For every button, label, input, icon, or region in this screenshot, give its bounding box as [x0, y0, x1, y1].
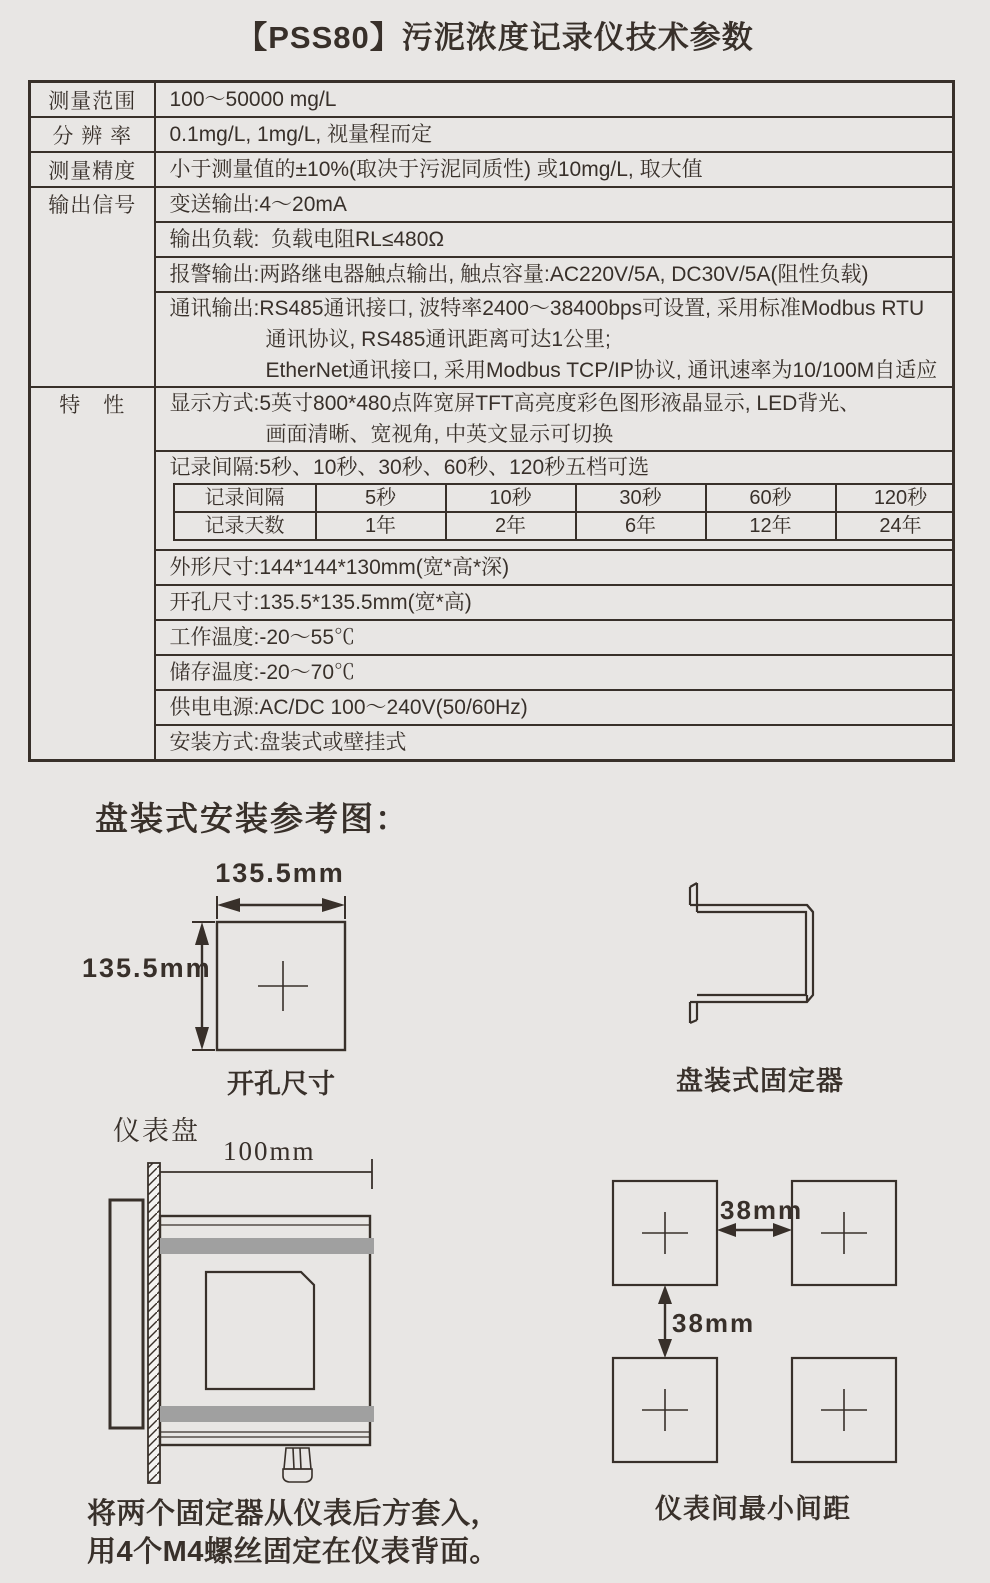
- vertical-spacing-arrow: [658, 1285, 672, 1358]
- spec-table: [28, 80, 955, 762]
- table-row: [30, 690, 954, 725]
- row-value: 外形尺寸:144*144*130mm(宽*高*深): [169, 556, 510, 579]
- table-row: [30, 620, 954, 655]
- record-cell: 记录天数: [174, 512, 316, 540]
- row-value: 报警输出:两路继电器触点输出, 触点容量:AC220V/5A, DC30V/5A(阻性负载): [169, 263, 869, 286]
- cutout-height-label: 135.5mm: [82, 953, 212, 983]
- record-cell: 60秒: [706, 484, 836, 512]
- spacing-caption: 仪表间最小间距: [655, 1494, 851, 1524]
- mount-bracket-bar-bottom: [160, 1406, 374, 1422]
- table-row: [30, 550, 954, 585]
- row-value: 通讯输出:RS485通讯接口, 波特率2400～38400bps可设置, 采用标准Modbus RTU: [169, 297, 925, 320]
- row-value: 0.1mg/L, 1mg/L, 视量程而定: [169, 123, 433, 146]
- depth-dimension-label: 100mm: [223, 1136, 316, 1166]
- record-cell: 6年: [576, 512, 706, 540]
- mount-bracket-bar-top: [160, 1238, 374, 1254]
- row-label-measure-range: 测量范围: [30, 82, 155, 118]
- record-cell: 10秒: [446, 484, 576, 512]
- table-row: [30, 117, 954, 152]
- row-value: 储存温度:-20～70℃: [169, 661, 356, 684]
- record-cell: 1年: [316, 512, 446, 540]
- bracket-diagram: [650, 870, 900, 1095]
- row-value: 小于测量值的±10%(取决于污泥同质性) 或10mg/L, 取大值: [169, 158, 703, 181]
- width-dimension-arrow: [217, 896, 345, 919]
- row-label-features: 特 性: [30, 387, 155, 761]
- row-value: 变送输出:4～20mA: [169, 193, 347, 216]
- height-dimension-arrow: [192, 922, 215, 1050]
- install-section-heading: 盘装式安装参考图：: [95, 800, 410, 837]
- row-value: 通讯协议, RS485通讯距离可达1公里;: [265, 328, 611, 351]
- table-row: [30, 292, 954, 387]
- row-value: 安装方式:盘装式或壁挂式: [169, 731, 407, 754]
- row-value: 输出负载: 负载电阻RL≤480Ω: [169, 228, 445, 251]
- row-label-accuracy: 测量精度: [30, 152, 155, 187]
- row-value: 供电电源:AC/DC 100～240V(50/60Hz): [169, 696, 528, 719]
- horizontal-spacing-label: 38mm: [720, 1195, 804, 1225]
- row-value: 记录间隔:5秒、10秒、30秒、60秒、120秒五档可选: [169, 456, 650, 479]
- row-value: 工作温度:-20～55℃: [169, 626, 356, 649]
- spacing-diagram: [600, 1165, 940, 1525]
- page-title: 【PSS80】污泥浓度记录仪技术参数: [236, 20, 754, 55]
- table-row: [30, 451, 954, 550]
- table-row: [30, 725, 954, 761]
- install-note-line2: 用4个M4螺丝固定在仪表背面。: [87, 1536, 499, 1568]
- panel-label: 仪表盘: [113, 1116, 200, 1146]
- record-cell: 记录间隔: [174, 484, 316, 512]
- bracket-shape: [690, 883, 813, 1023]
- record-cell: 12年: [706, 512, 836, 540]
- row-value: 开孔尺寸:135.5*135.5mm(宽*高): [169, 591, 472, 614]
- record-table-days-row: [174, 512, 954, 540]
- table-row: [30, 655, 954, 690]
- cable-gland: [283, 1448, 312, 1482]
- panel-side-view-diagram: [85, 1105, 501, 1583]
- record-cell: 30秒: [576, 484, 706, 512]
- table-row: [30, 585, 954, 620]
- install-note-line1: 将两个固定器从仪表后方套入，: [87, 1498, 501, 1530]
- row-value: 100～50000 mg/L: [169, 88, 337, 111]
- cutout-diagram: [80, 858, 410, 1103]
- instrument-front-bezel: [110, 1200, 143, 1428]
- record-table-header-row: [174, 484, 954, 512]
- table-row: [30, 82, 954, 118]
- table-row: [30, 387, 954, 451]
- record-cell: 120秒: [836, 484, 954, 512]
- table-row: [30, 187, 954, 222]
- row-value: EtherNet通讯接口, 采用Modbus TCP/IP协议, 通讯速率为10/100M自适应: [265, 359, 938, 382]
- rear-cover: [206, 1272, 314, 1389]
- cutout-width-label: 135.5mm: [215, 858, 345, 888]
- panel-wall-hatch: [148, 1163, 160, 1483]
- row-label-output-signal: 输出信号: [30, 187, 155, 387]
- depth-dimension-line: [160, 1159, 372, 1189]
- record-cell: 5秒: [316, 484, 446, 512]
- record-cell: 2年: [446, 512, 576, 540]
- bracket-caption: 盘装式固定器: [676, 1066, 844, 1096]
- row-value: 显示方式:5英寸800*480点阵宽屏TFT高亮度彩色图形液晶显示, LED背光、: [169, 392, 861, 415]
- table-row: [30, 152, 954, 187]
- row-value: 画面清晰、宽视角, 中英文显示可切换: [265, 423, 614, 446]
- table-row: [30, 222, 954, 257]
- row-label-resolution: 分 辨 率: [30, 117, 155, 152]
- table-row: [30, 257, 954, 292]
- record-cell: 24年: [836, 512, 954, 540]
- vertical-spacing-label: 38mm: [672, 1308, 756, 1338]
- crosshair-icon: [258, 961, 308, 1011]
- cutout-caption: 开孔尺寸: [227, 1069, 335, 1099]
- record-interval-table: [173, 483, 954, 541]
